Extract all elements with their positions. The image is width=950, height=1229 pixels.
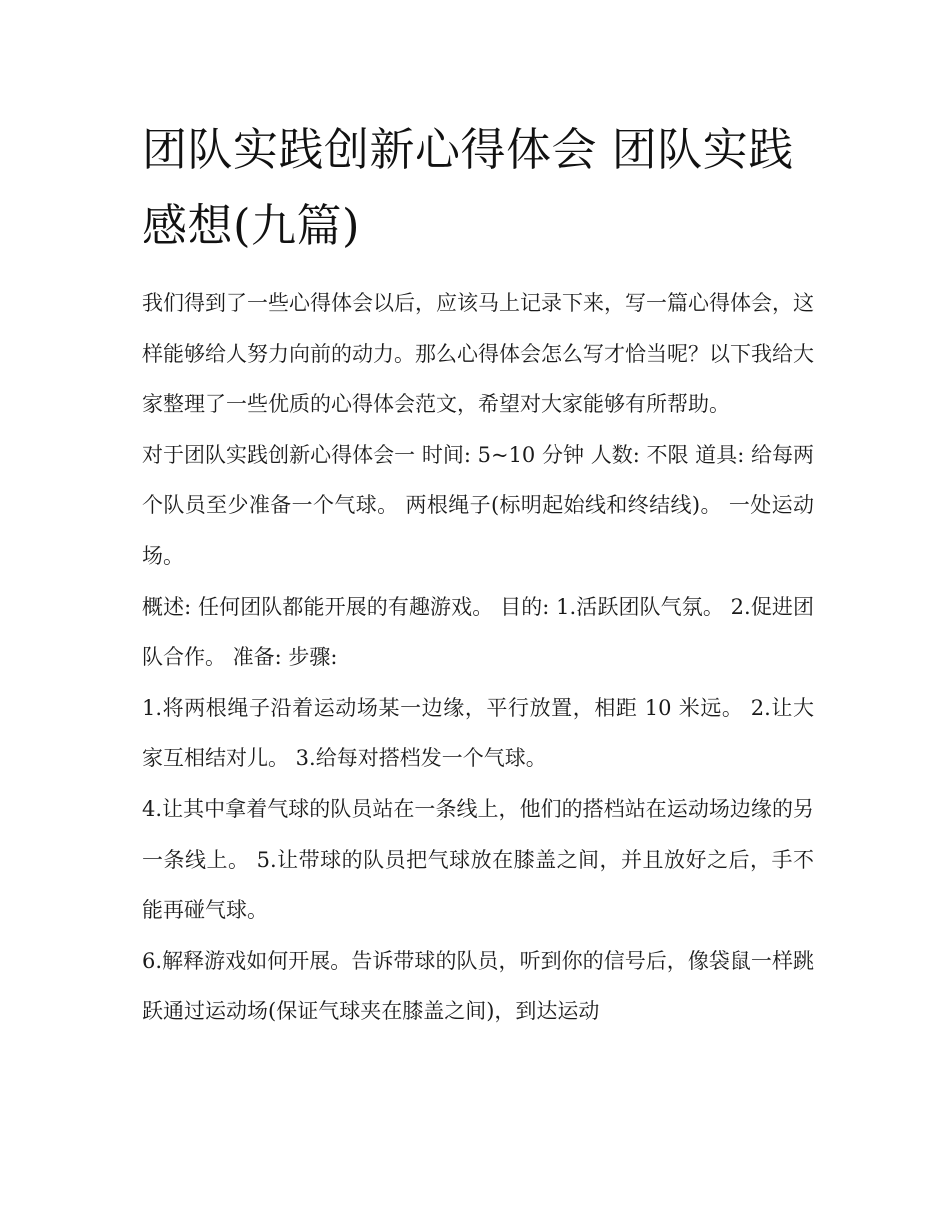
document-page bbox=[142, 112, 814, 1037]
document-body bbox=[142, 278, 814, 1037]
paragraph-game-setup: 对于团队实践创新心得体会一 时间: 5~10 分钟 人数: 不限 道具: 给每两个队员至少准备一个气球。 两根绳子(标明起始线和终结线)。 一处运动场。 bbox=[142, 442, 814, 568]
paragraph-steps-1-3: 1.将两根绳子沿着运动场某一边缘，平行放置，相距 10 米远。 2.让大家互相结对儿。 3.给每对搭档发一个气球。 bbox=[142, 695, 814, 771]
paragraph-steps-4-5: 4.让其中拿着气球的队员站在一条线上，他们的搭档站在运动场边缘的另一条线上。 5.让带球的队员把气球放在膝盖之间，并且放好之后，手不能再碰气球。 bbox=[142, 796, 814, 923]
paragraph-intro: 我们得到了一些心得体会以后，应该马上记录下来，写一篇心得体会，这样能够给人努力向前的动力。那么心得体会怎么写才恰当呢？以下我给大家整理了一些优质的心得体会范文，希望对大家能够有所帮助。 bbox=[142, 291, 814, 417]
paragraph-step-6: 6.解释游戏如何开展。告诉带球的队员，听到你的信号后，像袋鼠一样跳跃通过运动场(保证气球夹在膝盖之间)，到达运动 bbox=[142, 948, 814, 1024]
document-title: 团队实践创新心得体会 团队实践感想(九篇) bbox=[142, 123, 794, 252]
paragraph-overview: 概述: 任何团队都能开展的有趣游戏。 目的: 1.活跃团队气氛。 2.促进团队合作。 准备: 步骤: bbox=[142, 594, 814, 670]
